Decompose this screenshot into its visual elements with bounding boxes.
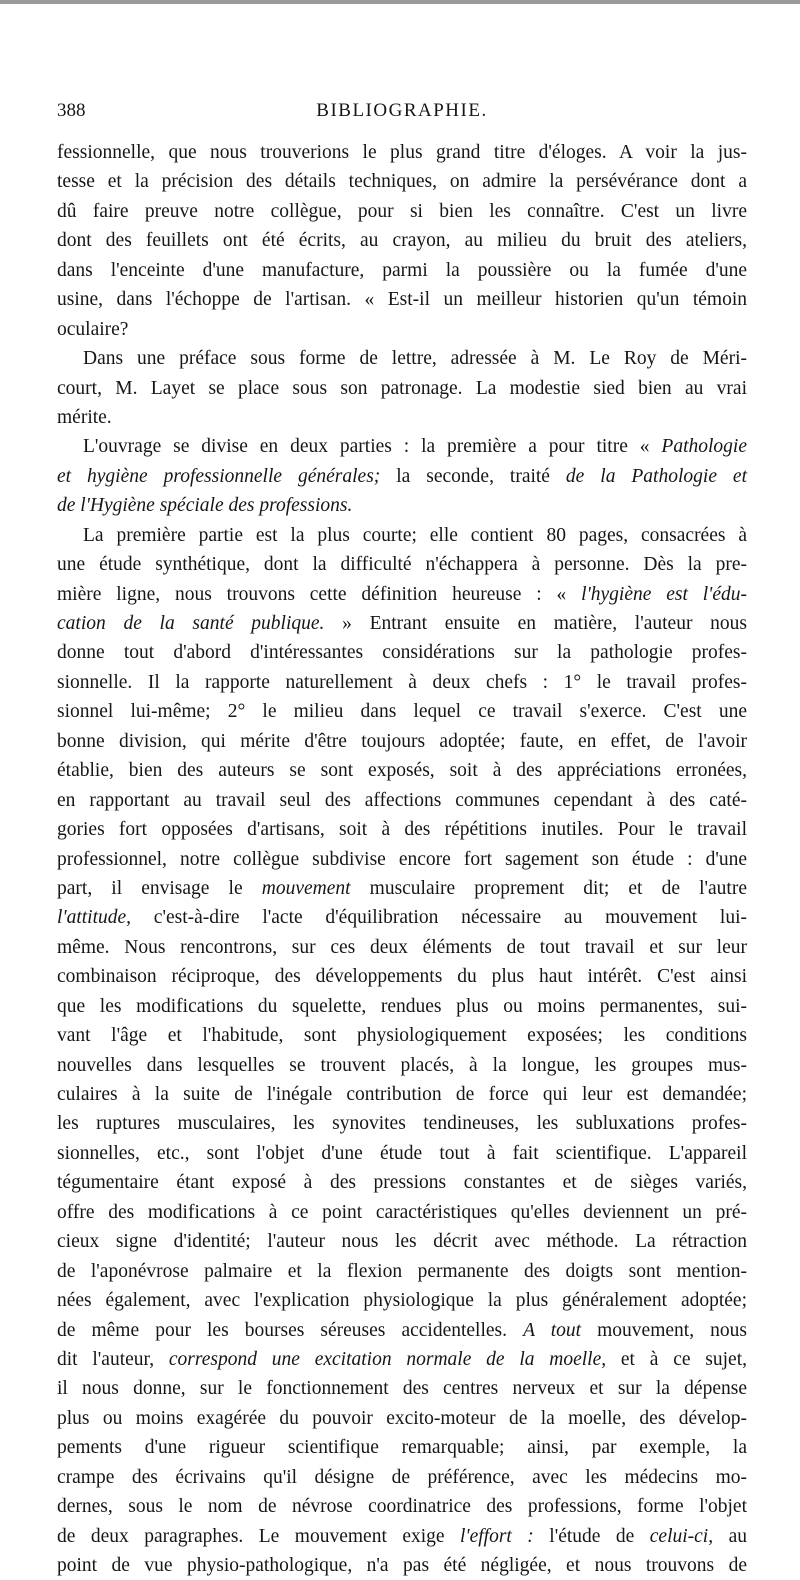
text-line: [57, 697, 747, 726]
text-line: [57, 1109, 747, 1138]
italic-text: de la Pathologie et: [565, 465, 747, 487]
text-line: [57, 727, 747, 756]
text-span: la seconde, traité: [380, 465, 566, 487]
italic-text: correspond une excitation normale de la moelle,: [168, 1348, 607, 1370]
text-span: dernes, sous le nom de névrose coordinatrice des professions, forme l'objet: [57, 1496, 747, 1518]
text-line: [57, 992, 747, 1021]
text-span: dû faire preuve notre collègue, pour si bien les connaître. C'est un livre: [57, 200, 747, 222]
text-line: [57, 491, 747, 520]
text-line: [57, 1227, 747, 1256]
text-span: gories fort opposées d'artisans, soit à des répétitions inutiles. Pour le travail: [57, 819, 747, 841]
italic-text: l'attitude,: [57, 907, 132, 929]
text-line: [57, 609, 747, 638]
text-span: part, il envisage le: [57, 877, 262, 899]
text-span: tégumentaire étant exposé à des pressions constantes et de sièges variés,: [57, 1172, 747, 1194]
text-span: offre des modifications à ce point caractéristiques qu'elles deviennent un pré-: [57, 1201, 747, 1223]
text-line: [57, 462, 747, 491]
text-line: [57, 1316, 747, 1345]
text-span: dit l'auteur,: [57, 1348, 169, 1370]
text-line: [57, 1433, 747, 1462]
body-text: [57, 138, 747, 1580]
text-span: tesse et la précision des détails techniques, on admire la persévérance dont a: [57, 171, 747, 193]
text-span: combinaison réciproque, des développements du plus haut intérêt. C'est ainsi: [57, 966, 747, 988]
text-span: musculaire proprement dit; et de l'autre: [350, 877, 747, 899]
text-span: dans l'enceinte d'une manufacture, parmi la poussière ou la fumée d'une: [57, 259, 747, 281]
text-span: crampe des écrivains qu'il désigne de préférence, avec les médecins mo-: [57, 1466, 747, 1488]
text-span: et à ce sujet,: [606, 1348, 747, 1370]
text-span: les ruptures musculaires, les synovites tendineuses, les subluxations profes-: [57, 1113, 747, 1135]
text-span: mouvement, nous: [581, 1319, 747, 1341]
text-line: [57, 1551, 747, 1580]
text-line: [57, 786, 747, 815]
text-span: bonne division, qui mérite d'être toujours adoptée; faute, en effet, de l'avoir: [57, 730, 747, 752]
italic-text: l'effort :: [460, 1525, 534, 1547]
text-span: L'ouvrage se divise en deux parties : la première a pour titre «: [83, 436, 662, 458]
text-line: [57, 1286, 747, 1315]
text-span: donne tout d'abord d'intéressantes considérations sur la pathologie profes-: [57, 642, 747, 664]
text-line: [57, 874, 747, 903]
text-span: La première partie est la plus courte; elle contient 80 pages, consacrées à: [83, 524, 747, 546]
text-line: [57, 962, 747, 991]
text-line: [57, 933, 747, 962]
text-line: [57, 845, 747, 874]
text-span: l'étude de: [533, 1525, 650, 1547]
text-line: [57, 1257, 747, 1286]
text-line: [57, 550, 747, 579]
text-span: point de vue physio-pathologique, n'a pas été négligée, et nous trouvons de: [57, 1555, 747, 1576]
text-line: [57, 1051, 747, 1080]
text-line: [57, 580, 747, 609]
italic-text: cation de la santé publique.: [57, 613, 325, 634]
text-span: vant l'âge et l'habitude, sont physiologiquement exposées; les conditions: [57, 1025, 747, 1047]
text-span: que les modifications du squelette, rendues plus ou moins permanentes, sui-: [57, 995, 747, 1017]
text-span: plus ou moins exagérée du pouvoir excito-moteur de la moelle, des dévelop-: [57, 1407, 747, 1429]
text-span: de l'aponévrose palmaire et la flexion permanente des doigts sont mention-: [57, 1260, 747, 1282]
italic-text: de l'Hygiène spéciale des professions.: [57, 495, 353, 517]
text-line: [57, 1492, 747, 1521]
text-span: professionnel, notre collègue subdivise encore fort sagement son étude : d'une: [57, 848, 747, 870]
text-span: au: [713, 1525, 747, 1547]
running-title: BIBLIOGRAPHIE.: [316, 100, 488, 121]
text-span: de deux paragraphes. Le mouvement exige: [57, 1525, 461, 1547]
text-line: [57, 1139, 747, 1168]
text-span: culaires à la suite de l'inégale contribution de force qui leur est demandée;: [57, 1084, 747, 1105]
text-line: [57, 432, 747, 461]
text-span: Dans une préface sous forme de lettre, adressée à M. Le Roy de Méri-: [83, 348, 747, 370]
text-span: nouvelles dans lesquelles se trouvent placés, à la longue, les groupes mus-: [57, 1054, 747, 1076]
text-span: de même pour les bourses séreuses accidentelles.: [57, 1319, 524, 1341]
text-span: cieux signe d'identité; l'auteur nous les décrit avec méthode. La rétraction: [57, 1231, 747, 1253]
text-span: usine, dans l'échoppe de l'artisan. « Est-il un meilleur historien qu'un témoin: [57, 289, 747, 311]
text-span: » Entrant ensuite en matière, l'auteur nous: [324, 613, 747, 634]
text-line: [57, 226, 747, 255]
text-span: sionnelle. Il la rapporte naturellement à deux chefs : 1° le travail profes-: [57, 671, 747, 693]
text-span: il nous donne, sur le fonctionnement des centres nerveux et sur la dépense: [57, 1378, 747, 1400]
text-line: [57, 1463, 747, 1492]
italic-text: l'hygiène est l'édu-: [581, 583, 747, 605]
text-line: [57, 1080, 747, 1109]
italic-text: mouvement: [261, 877, 351, 899]
text-span: en rapportant au travail seul des affections communes cependant à des caté-: [57, 789, 747, 811]
text-span: oculaire?: [57, 318, 129, 340]
text-span: établie, bien des auteurs se sont exposés, soit à des appréciations erronées,: [57, 760, 747, 782]
text-line: [57, 197, 747, 226]
text-line: [57, 1198, 747, 1227]
text-line: [57, 668, 747, 697]
text-span: dont des feuillets ont été écrits, au crayon, au milieu du bruit des ateliers,: [57, 230, 747, 252]
text-line: [57, 1522, 747, 1551]
text-line: [57, 1345, 747, 1374]
italic-text: et hygiène professionnelle générales;: [57, 465, 381, 487]
text-span: nées également, avec l'explication physiologique la plus généralement adoptée;: [57, 1290, 747, 1312]
text-span: sionnelles, etc., sont l'objet d'une étude tout à fait scientifique. L'appareil: [57, 1142, 747, 1164]
text-line: [57, 315, 747, 344]
text-span: pements d'une rigueur scientifique remarquable; ainsi, par exemple, la: [57, 1437, 747, 1459]
text-line: [57, 167, 747, 196]
text-span: mière ligne, nous trouvons cette définition heureuse : «: [57, 583, 582, 605]
text-line: [57, 521, 747, 550]
text-span: mérite.: [57, 406, 112, 428]
text-span: même. Nous rencontrons, sur ces deux éléments de tout travail et sur leur: [57, 936, 747, 958]
italic-text: A tout: [523, 1319, 582, 1341]
text-span: court, M. Layet se place sous son patronage. La modestie sied bien au vrai: [57, 377, 747, 399]
text-line: [57, 374, 747, 403]
page-number: 388: [57, 100, 86, 121]
text-line: [57, 138, 747, 167]
text-span: sionnel lui-même; 2° le milieu dans lequel ce travail s'exerce. C'est une: [57, 701, 747, 723]
italic-text: celui-ci,: [649, 1525, 714, 1547]
text-line: [57, 1404, 747, 1433]
italic-text: Pathologie: [661, 436, 747, 458]
text-line: [57, 756, 747, 785]
text-line: [57, 344, 747, 373]
text-line: [57, 1021, 747, 1050]
text-line: [57, 903, 747, 932]
text-line: [57, 285, 747, 314]
page-header: [57, 100, 747, 126]
text-line: [57, 1374, 747, 1403]
text-line: [57, 815, 747, 844]
text-line: [57, 256, 747, 285]
top-rule: [0, 0, 800, 4]
text-span: une étude synthétique, dont la difficulté n'échappera à personne. Dès la pre-: [57, 554, 747, 576]
text-line: [57, 403, 747, 432]
text-line: [57, 1168, 747, 1197]
text-span: fessionnelle, que nous trouverions le plus grand titre d'éloges. A voir la jus-: [57, 142, 747, 163]
text-span: c'est-à-dire l'acte d'équilibration nécessaire au mouvement lui-: [131, 907, 747, 929]
text-line: [57, 638, 747, 667]
